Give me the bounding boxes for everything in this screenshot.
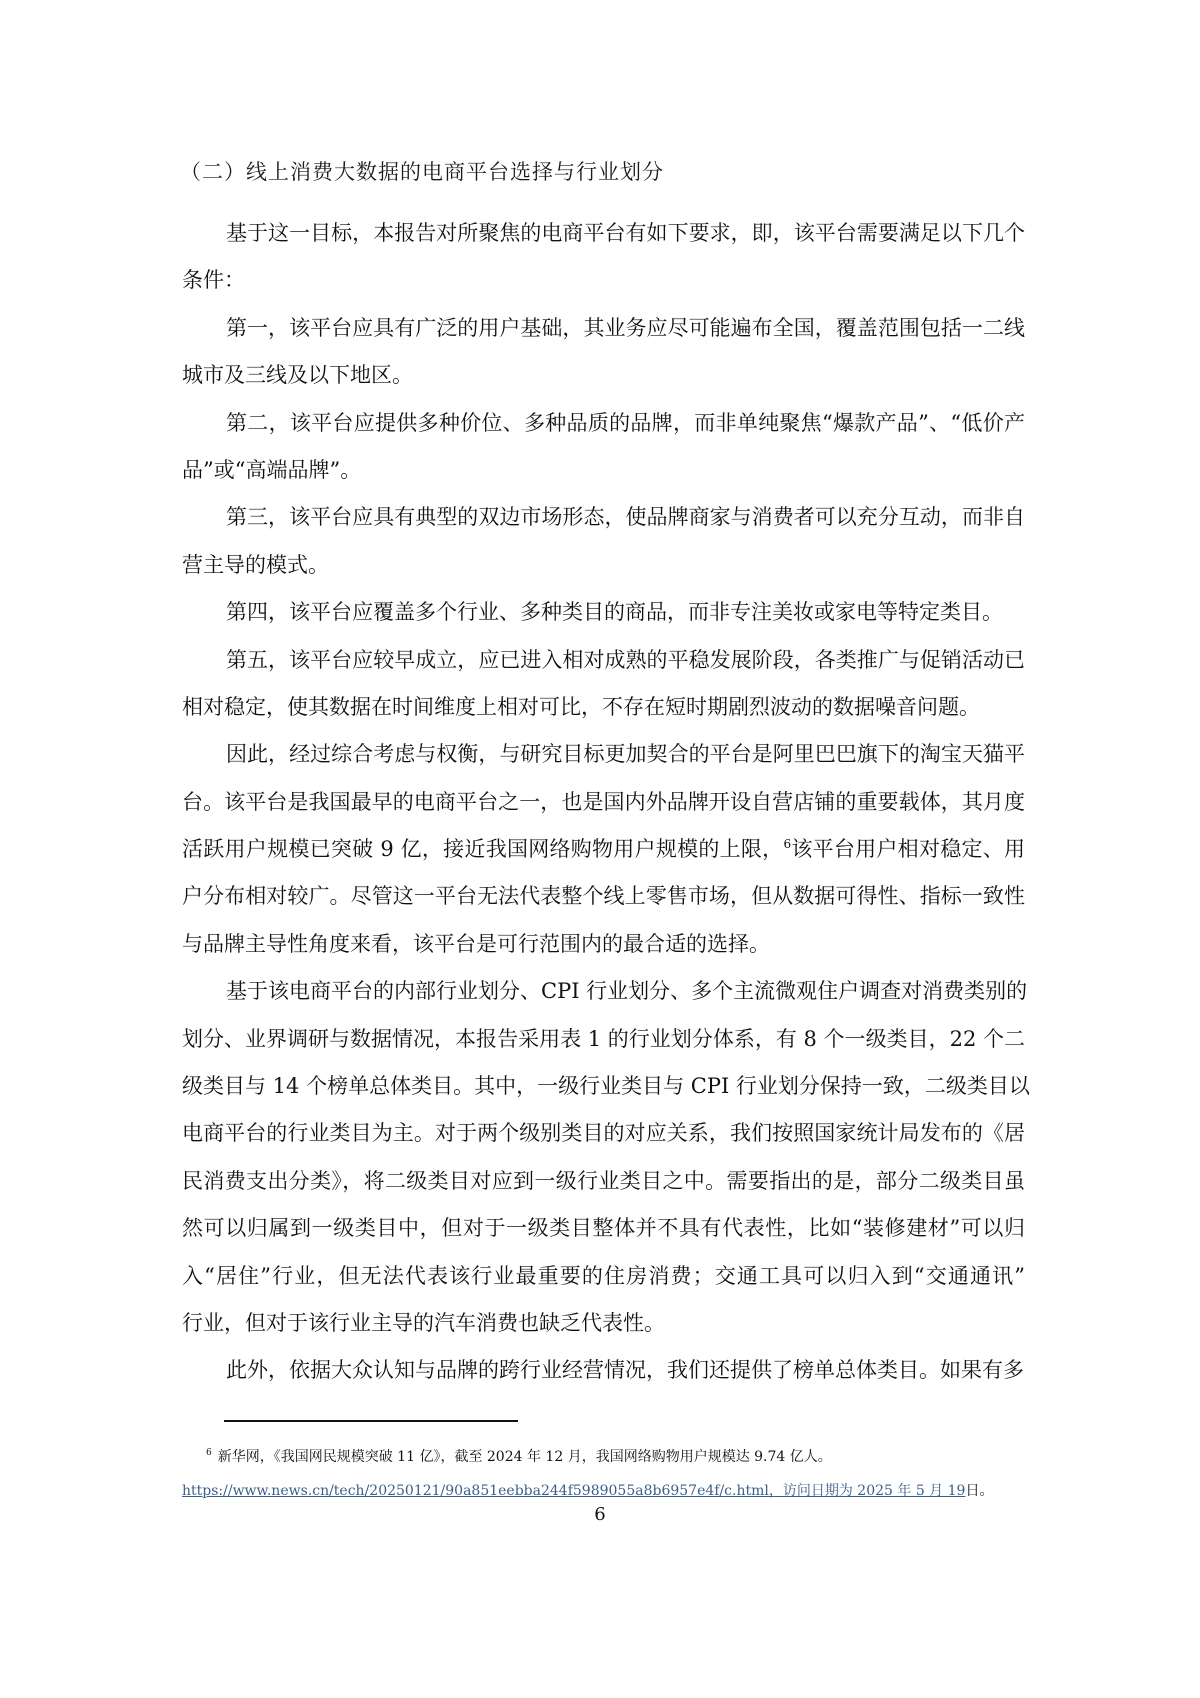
text-line: 第五，该平台应较早成立，应已进入相对成熟的平稳发展阶段，各类推广与促销活动已 <box>226 647 1025 672</box>
text-line: 与品牌主导性角度来看，该平台是可行范围内的最合适的选择。 <box>182 931 770 956</box>
text-line: 基于该电商平台的内部行业划分、CPI 行业划分、多个主流微观住户调查对消费类别的 <box>226 979 1028 1004</box>
text-line: 因此，经过综合考虑与权衡，与研究目标更加契合的平台是阿里巴巴旗下的淘宝天猫平 <box>226 742 1025 767</box>
text-line: 城市及三线及以下地区。 <box>182 363 413 388</box>
paragraph <box>182 305 1025 400</box>
text-line: 品”或“高端品牌”。 <box>182 457 362 482</box>
text-line: 第三，该平台应具有典型的双边市场形态，使品牌商家与消费者可以充分互动，而非自 <box>226 505 1025 530</box>
footnote-url-line <box>182 1480 993 1500</box>
paragraph <box>182 400 1025 495</box>
text-line: 台。该平台是我国最早的电商平台之一，也是国内外品牌开设自营店铺的重要载体，其月度 <box>182 789 1025 814</box>
paragraph <box>182 968 1030 1347</box>
footnote-reference[interactable]: 6 <box>783 837 792 852</box>
footnote-divider <box>224 1420 518 1422</box>
footnote <box>206 1446 832 1466</box>
text-line: 条件： <box>182 268 245 293</box>
text-segment: 活跃用户规模已突破 9 亿，接近我国网络购物用户规模的上限， <box>182 837 784 862</box>
text-line: 户分布相对较广。尽管这一平台无法代表整个线上零售市场，但从数据可得性、指标一致性 <box>182 884 1025 909</box>
paragraph <box>182 589 1025 636</box>
text-line: 基于这一目标，本报告对所聚焦的电商平台有如下要求，即，该平台需要满足以下几个 <box>226 221 1025 245</box>
footnote-link[interactable]: https://www.news.cn/tech/20250121/90a851eebba244f5989055a8b6957e4f/c.html，访问日期为 2025 年 5 月 19 <box>182 1483 966 1499</box>
paragraph <box>182 210 1025 305</box>
section-heading: （二）线上消费大数据的电商平台选择与行业划分 <box>180 160 664 184</box>
page-number: 6 <box>594 1504 606 1525</box>
text-line: 此外，依据大众认知与品牌的跨行业经营情况，我们还提供了榜单总体类目。如果有多 <box>226 1358 1024 1383</box>
paragraph <box>182 637 1025 732</box>
text-line: 民消费支出分类》，将二级类目对应到一级行业类目之中。需要指出的是，部分二级类目虽 <box>182 1168 1025 1193</box>
text-segment: 该平台用户相对稳定、用 <box>791 837 1026 862</box>
body-text <box>182 210 1030 1395</box>
text-line: 行业，但对于该行业主导的汽车消费也缺乏代表性。 <box>182 1310 665 1335</box>
paragraph <box>182 731 1025 968</box>
footnote-text: 新华网，《我国网民规模突破 11 亿》，截至 2024 年 12 月，我国网络购物用户规模达 9.74 亿人。 <box>217 1449 832 1465</box>
paragraph <box>182 494 1025 589</box>
text-line: 电商平台的行业类目为主。对于两个级别类目的对应关系，我们按照国家统计局发布的《居 <box>182 1121 1025 1146</box>
text-line <box>182 826 1025 873</box>
text-line: 入“居住”行业，但无法代表该行业最重要的住房消费；交通工具可以归入到“交通通讯” <box>182 1263 1025 1288</box>
paragraph <box>182 1347 1025 1394</box>
text-line: 第二，该平台应提供多种价位、多种品质的品牌，而非单纯聚焦“爆款产品”、“低价产 <box>226 410 1025 435</box>
footnote-number: 6 <box>206 1448 212 1459</box>
text-line: 级类目与 14 个榜单总体类目。其中，一级行业类目与 CPI 行业划分保持一致，二级类目以 <box>182 1074 1030 1099</box>
text-line: 第四，该平台应覆盖多个行业、多种类目的商品，而非专注美妆或家电等特定类目。 <box>226 600 1003 625</box>
text-line: 划分、业界调研与数据情况，本报告采用表 1 的行业划分体系，有 8 个一级类目，22 个二 <box>182 1026 1025 1051</box>
text-line: 然可以归属到一级类目中，但对于一级类目整体并不具有代表性，比如“装修建材”可以归 <box>182 1216 1025 1241</box>
text-line: 营主导的模式。 <box>182 552 329 577</box>
footnote-url-tail: 日。 <box>965 1483 994 1499</box>
text-line: 相对稳定，使其数据在时间维度上相对可比，不存在短时期剧烈波动的数据噪音问题。 <box>182 694 980 719</box>
text-line: 第一，该平台应具有广泛的用户基础，其业务应尽可能遍布全国，覆盖范围包括一二线 <box>226 315 1025 340</box>
